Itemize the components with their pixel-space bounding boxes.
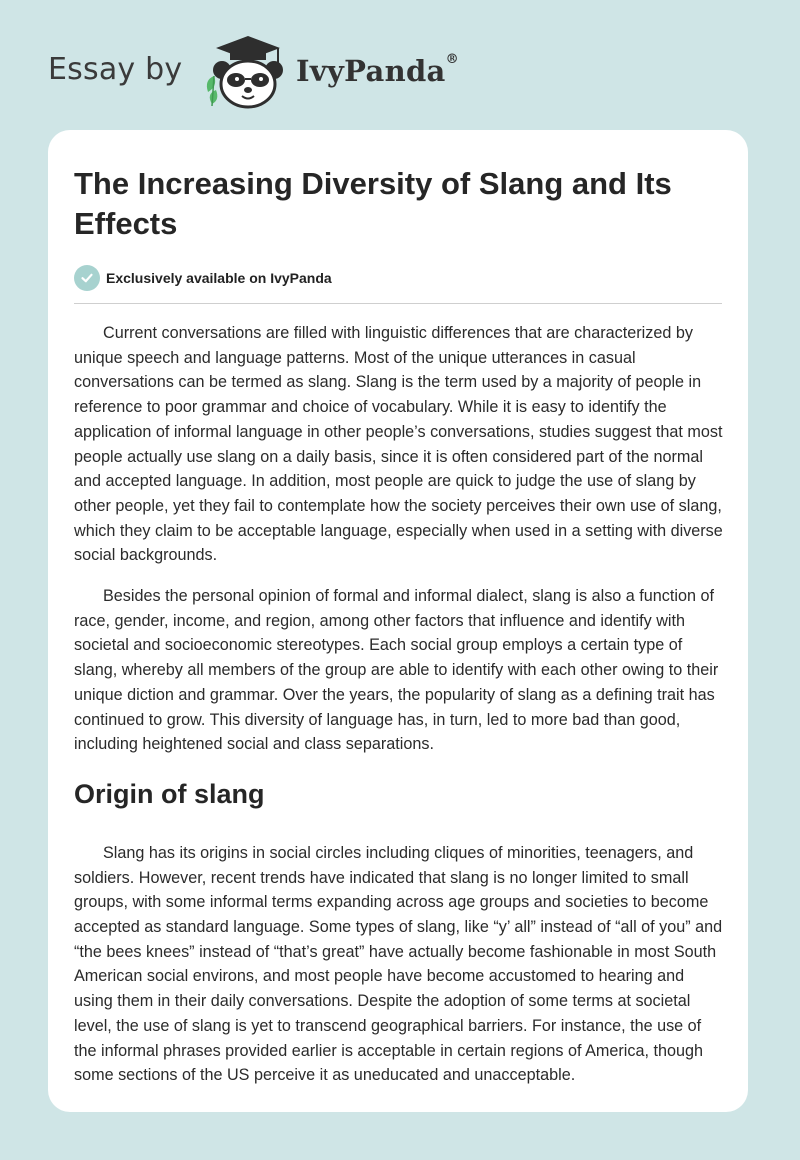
paragraph: Besides the personal opinion of formal and informal dialect, slang is also a function of race, gender, income, and region, among other factors that influence and identify with societal and socioeconomic stereotypes. Each social group employs a certain type of slang, whereby all members of the group are able to identify with each other owing to their unique diction and grammar. Over the years, the popularity of slang as a defining trait has continued to grow. This diversity of language has, in turn, led to more bad than good, including heightened social and class separations. xyxy=(74,587,719,754)
exclusive-badge xyxy=(74,264,724,292)
check-icon xyxy=(74,265,100,291)
trademark-symbol: ® xyxy=(445,52,459,67)
paragraph: Slang has its origins in social circles including cliques of minorities, teenagers, and soldiers. However, recent trends have indicated that slang is no longer limited to small groups, with some informal terms expanding across age groups and societies to become accepted as standard language. Some types of slang, like “y’ all” instead of “all of you” and “the bees knees” instead of “that’s great” have actually become fashionable in most South American social environs, and most people have become accustomed to hearing and using them in their daily conversations. Despite the adoption of some terms at societal level, the use of slang is yet to transcend geographical barriers. For instance, the use of the informal phrases provided earlier is acceptable in certain regions of America, though some sections of the US perceive it as uneducated and unacceptable. xyxy=(74,843,723,1085)
site-header xyxy=(48,30,508,110)
divider xyxy=(74,303,722,304)
paragraph: Current conversations are filled with linguistic differences that are characterized by unique speech and language patterns. Most of the unique utterances in casual conversations can be termed as slang. Slang is the term used by a majority of people in reference to poor grammar and choice of vocabulary. While it is easy to identify the application of informal language in other people’s conversations, studies suggest that most people actually use slang on a daily basis, since it is often considered part of the normal and accepted language. In addition, most people are quick to judge the use of slang by other people, yet they fail to contemplate how the society perceives their own use of slang, which they claim to be acceptable language, especially when used in a setting with diverse social backgrounds. xyxy=(74,324,723,565)
panda-graduate-icon[interactable] xyxy=(200,30,296,110)
essay-title: The Increasing Diversity of Slang and Its Effects xyxy=(74,166,672,241)
essay-content xyxy=(74,164,724,1088)
badge-label: Exclusively available on IvyPanda xyxy=(106,270,332,286)
section-heading: Origin of slang xyxy=(74,778,265,809)
brand-name[interactable]: IvyPanda® xyxy=(296,52,459,88)
essay-card xyxy=(48,130,748,1112)
essay-by-label: Essay by xyxy=(48,52,183,87)
